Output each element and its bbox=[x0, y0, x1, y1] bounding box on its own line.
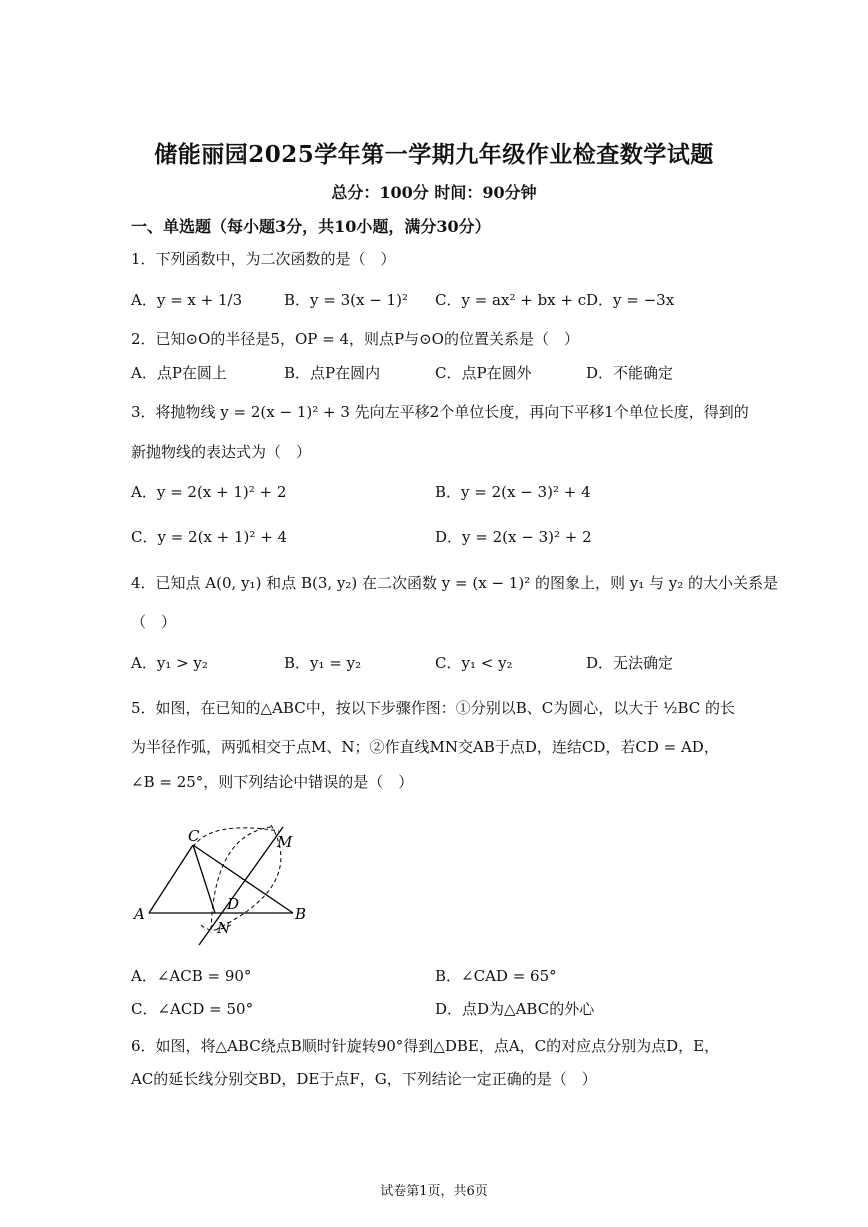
label-a: A bbox=[134, 905, 145, 923]
label-b: B bbox=[295, 905, 307, 923]
q1-option-c: C．y = ax² + bx + c bbox=[435, 291, 587, 309]
q3-option-a: A．y = 2(x + 1)² + 2 bbox=[131, 483, 287, 501]
q3-option-c: C．y = 2(x + 1)² + 4 bbox=[131, 528, 288, 546]
q3-option-d: D．y = 2(x − 3)² + 2 bbox=[435, 528, 592, 546]
q1-option-b: B．y = 3(x − 1)² bbox=[284, 291, 408, 309]
arc-from-c-lower bbox=[211, 827, 271, 933]
q4-option-d: D．无法确定 bbox=[586, 654, 674, 672]
q5-stem-line1: 5．如图，在已知的△ABC中，按以下步骤作图：①分别以B、C为圆心，以大于 ½BC 的长 bbox=[131, 699, 736, 717]
label-d: D bbox=[227, 895, 240, 913]
label-m: M bbox=[277, 833, 293, 851]
q2-option-d: D．不能确定 bbox=[586, 364, 674, 382]
q1-stem: 1．下列函数中，为二次函数的是（ ） bbox=[131, 250, 396, 268]
q5-geometry-figure bbox=[131, 825, 321, 950]
label-n: N bbox=[217, 919, 231, 937]
page-title: 储能丽园2025学年第一学期九年级作业检查数学试题 bbox=[154, 141, 714, 168]
q4-option-c: C．y₁ < y₂ bbox=[435, 654, 513, 672]
q4-stem-line1: 4．已知点 A(0, y₁) 和点 B(3, y₂) 在二次函数 y = (x − 1)² 的图象上，则 y₁ 与 y₂ 的大小关系是 bbox=[131, 574, 779, 592]
q5-option-b: B．∠CAD = 65° bbox=[435, 967, 557, 985]
q6-stem-line1: 6．如图，将△ABC绕点B顺时针旋转90°得到△DBE，点A，C的对应点分别为点D，E， bbox=[131, 1037, 720, 1055]
q5-option-c: C．∠ACD = 50° bbox=[131, 1000, 254, 1018]
q2-stem: 2．已知⊙O的半径是5，OP = 4，则点P与⊙O的位置关系是（ ） bbox=[131, 330, 579, 348]
q2-option-b: B．点P在圆内 bbox=[284, 364, 381, 382]
q6-stem-line2: AC的延长线分别交BD，DE于点F，G，下列结论一定正确的是（ ） bbox=[131, 1070, 597, 1088]
q2-option-a: A．点P在圆上 bbox=[131, 364, 227, 382]
q5-option-a: A．∠ACB = 90° bbox=[131, 967, 252, 985]
segment-cd bbox=[193, 845, 215, 913]
q5-stem-line2: 为半径作弧，两弧相交于点M、N；②作直线MN交AB于点D，连结CD，若CD = AD， bbox=[131, 738, 719, 756]
segment-bc bbox=[193, 845, 293, 913]
q3-stem-line1: 3．将抛物线 y = 2(x − 1)² + 3 先向左平移2个单位长度，再向下平移1个单位长度，得到的 bbox=[131, 403, 749, 421]
label-c: C bbox=[188, 827, 200, 845]
q4-option-a: A．y₁ > y₂ bbox=[131, 654, 208, 672]
page-footer: 试卷第1页，共6页 bbox=[380, 1184, 488, 1199]
arc-from-b bbox=[193, 828, 279, 847]
q4-stem-line2: （ ） bbox=[131, 613, 177, 631]
q4-option-b: B．y₁ = y₂ bbox=[284, 654, 362, 672]
q5-option-d: D．点D为△ABC的外心 bbox=[435, 1000, 595, 1018]
q5-stem-line3: ∠B = 25°，则下列结论中错误的是（ ） bbox=[131, 773, 414, 791]
q1-option-a: A．y = x + 1/3 bbox=[131, 291, 243, 309]
q1-option-d: D．y = −3x bbox=[586, 291, 675, 309]
q3-stem-line2: 新抛物线的表达式为（ ） bbox=[131, 443, 312, 461]
section-heading: 一、单选题（每小题3分，共10小题，满分30分） bbox=[131, 217, 491, 236]
q3-option-b: B．y = 2(x − 3)² + 4 bbox=[435, 483, 591, 501]
segment-ac bbox=[149, 845, 193, 913]
q2-option-c: C．点P在圆外 bbox=[435, 364, 532, 382]
page-subtitle: 总分：100分 时间：90分钟 bbox=[331, 183, 537, 202]
